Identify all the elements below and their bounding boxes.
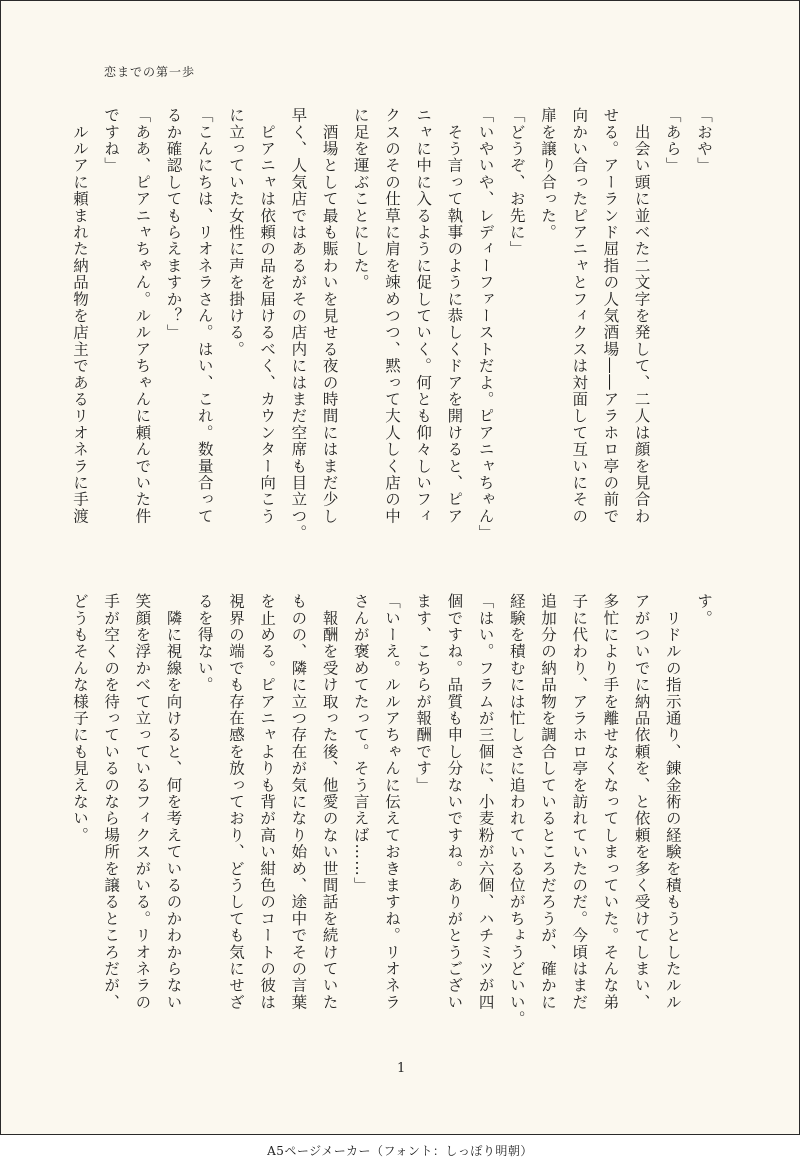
text-line: 向かい合ったピアニャとフィクスは対面して互いにその	[570, 107, 589, 525]
text-line: 経験を積むには忙しさに追われている位がちょうどいい。	[507, 593, 526, 1028]
text-line: に立っていた女性に声を掛ける。	[226, 107, 245, 358]
text-line: 報酬を受け取った後、他愛のない世間話を続けていた	[320, 593, 339, 1011]
text-line: 「あら」	[663, 107, 682, 174]
text-line: 扉を譲り合った。	[538, 107, 557, 241]
text-line: るか確認してもらえますか？」	[164, 107, 183, 341]
running-title: 恋までの第一歩	[104, 65, 196, 79]
text-line: 「はい。フラムが三個に、小麦粉が六個、ハチミツが四	[476, 593, 495, 1011]
text-line: 笑顔を浮かべて立っているフィクスがいる。リオネラの	[133, 593, 152, 1011]
text-line: 「ああ、ピアニャちゃん。ルルアちゃんに頼んでいた件	[133, 107, 152, 525]
text-line: ます、こちらが報酬です」	[414, 593, 433, 794]
text-line: 子に代わり、アラホロ亭を訪れていたのだ。今頃はまだ	[570, 593, 589, 1011]
text-line: 隣に視線を向けると、何を考えているのかわからない	[164, 593, 183, 1011]
text-line: クスのその仕草に肩を竦めつつ、黙って大人しく店の中	[382, 107, 401, 525]
text-line: ピアニャは依頼の品を届けるべく、カウンター向こう	[258, 107, 277, 525]
page-number: 1	[397, 1061, 406, 1076]
text-line: アがついでに納品依頼を、と依頼を多く受けてしまい、	[632, 593, 651, 1011]
text-line: 酒場として最も賑わいを見せる夜の時間にはまだ少し	[320, 107, 339, 525]
text-line: ルルアに頼まれた納品物を店主であるリオネラに手渡	[70, 107, 89, 525]
text-line: に足を運ぶことにした。	[351, 107, 370, 291]
text-line: 「おや」	[695, 107, 713, 174]
text-line: 「こんにちは、リオネラさん。はい、これ。数量合って	[195, 107, 214, 525]
text-line: 多忙により手を離せなくなってしまっていた。そんな弟	[601, 593, 620, 1011]
text-line: ニャに中に入るように促していく。何とも仰々しいフィ	[414, 107, 433, 525]
text-line: 「いーえ。ルルアちゃんに伝えておきますね。リオネラ	[382, 593, 401, 1011]
text-line: 「いやいや、レディーファーストだよ。ピアニャちゃん」	[476, 107, 495, 542]
text-line: どうもそんな様子にも見えない。	[70, 593, 89, 844]
text-line: 出会い頭に並べた二文字を発して、二人は顔を見合わ	[632, 107, 651, 525]
upper-text-block	[70, 107, 719, 542]
footer-caption: A5ページメーカー（フォント：しっぽり明朝）	[267, 1144, 533, 1158]
text-line: 追加分の納品物を調合しているところだろうが、確かに	[538, 593, 557, 1011]
lower-text-block	[70, 593, 719, 1028]
text-line: 早く、人気店ではあるがその店内にはまだ空席も目立つ。	[289, 107, 308, 542]
text-line: リドルの指示通り、錬金術の経験を積もうとしたルル	[663, 593, 682, 1011]
text-line: せる。アーランド屈指の人気酒場――アラホロ亭の前で	[601, 107, 620, 525]
text-line: さんが褒めてたって。そう言えば……」	[351, 593, 370, 894]
text-line: 個ですね。品質も申し分ないですね。ありがとうござい	[445, 593, 464, 1011]
text-line: るを得ない。	[195, 593, 214, 694]
text-line: ですね」	[102, 107, 121, 174]
text-line: 「どうぞ、お先に」	[507, 107, 526, 258]
text-line: ものの、隣に立つ存在が気になり始め、途中でその言葉	[289, 593, 308, 1011]
text-line: 手が空くのを待っているのなら場所を譲るところだが、	[102, 593, 121, 1011]
text-line: そう言って執事のように恭しくドアを開けると、ピア	[445, 107, 464, 525]
text-line: を止める。ピアニャよりも背が高い紺色のコートの彼は	[258, 593, 277, 1011]
text-line: 視界の端でも存在感を放っており、どうしても気にせざ	[226, 593, 245, 1011]
text-line: す。	[695, 593, 713, 627]
